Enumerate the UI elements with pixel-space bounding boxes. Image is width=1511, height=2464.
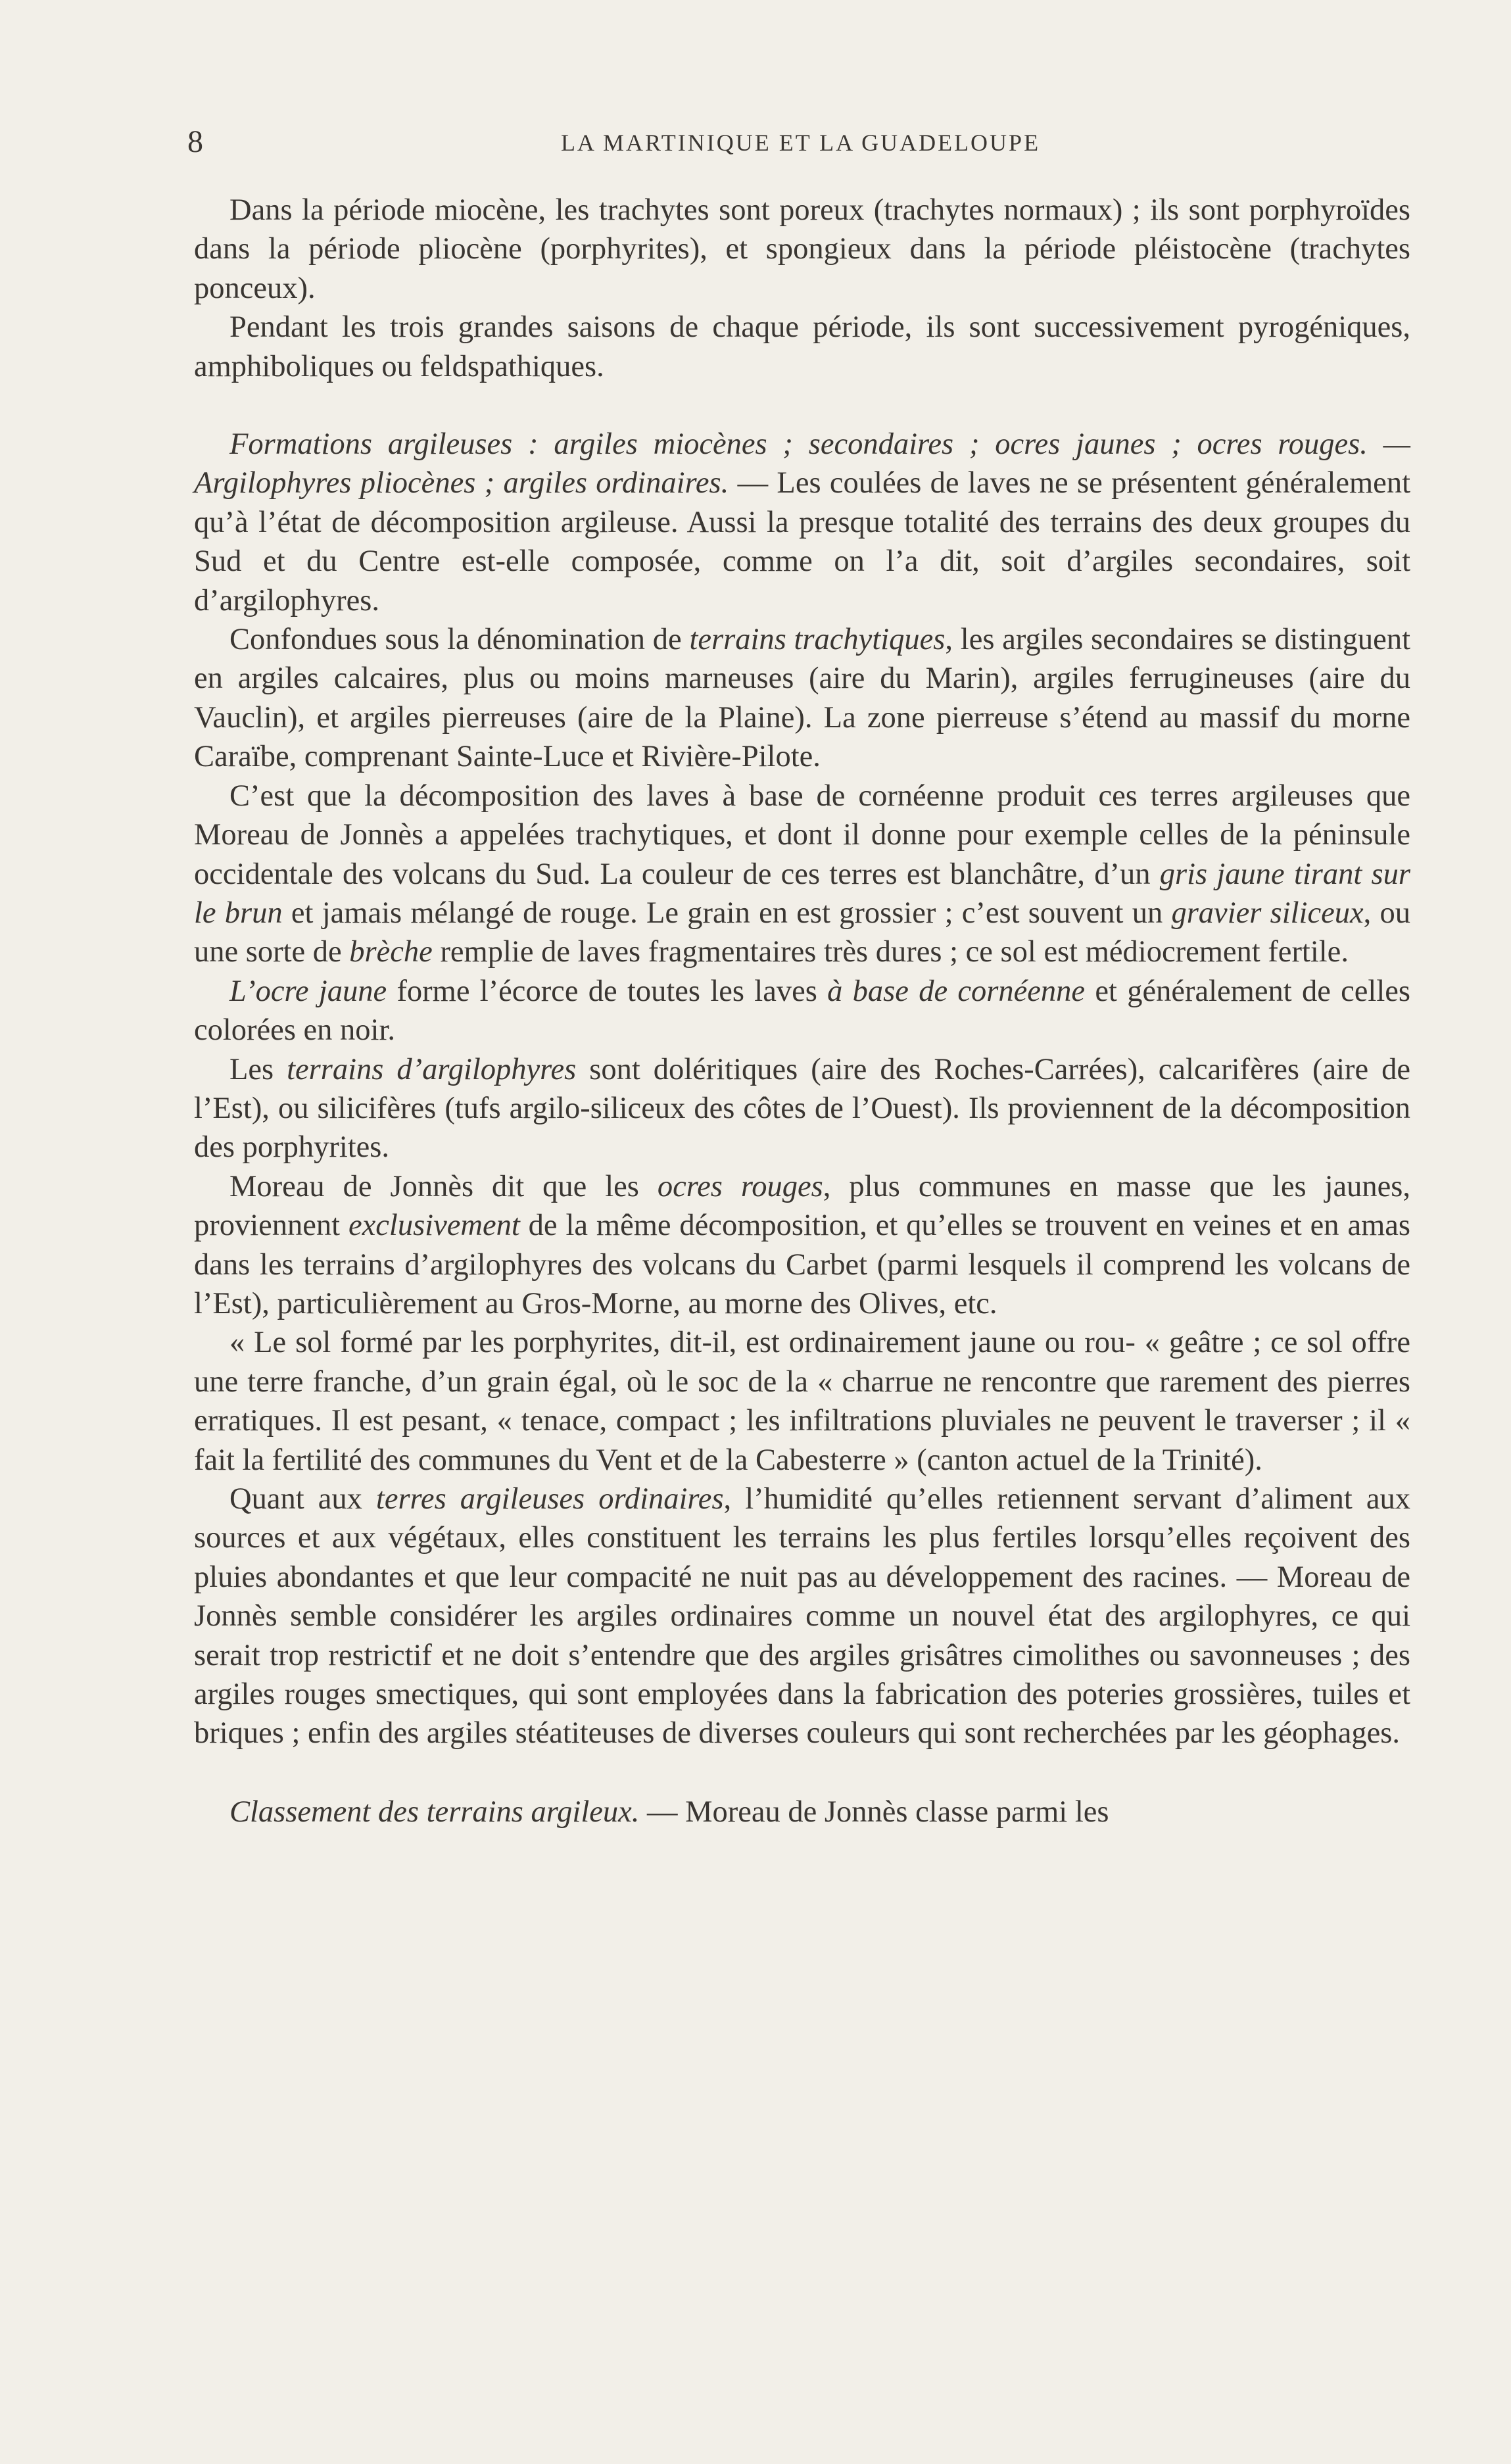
page-number: 8 — [187, 124, 203, 159]
paragraph-decomposition: C’est que la décomposition des laves à base de cornéenne produit ces terres argileuses que Moreau de Jonnès a appelées trachytiques, et dont il donne pour exemple celles de la péninsule occidentale des volcans du Sud. La couleur de ces terres est blanchâtre, d’un gris jaune tirant sur le brun et jamais mélangé de rouge. Le grain en est grossier ; c’est souvent un gravier siliceux, ou une sorte de brèche remplie de laves fragmentaires très dures ; ce sol est médiocrement fertile. — [194, 779, 1410, 969]
paragraph-trachytes: Dans la période miocène, les trachytes sont poreux (trachytes normaux) ; ils sont porphyroïdes dans la période pliocène (porphyrites), et spongieux dans la période pléistocène (trachytes ponceux). — [194, 193, 1410, 305]
section-heading-classement: Classement des terrains argileux. — [229, 1795, 640, 1829]
running-title: LA MARTINIQUE ET LA GUADELOUPE — [560, 130, 1041, 156]
section-heading-formations: Formations argileuses : argiles miocènes ; secondaires ; ocres jaunes ; ocres rouges. — Argilophyres pliocènes ; argiles ordinaires. — [194, 427, 1410, 500]
paragraph-quotation: « Le sol formé par les porphyrites, dit-il, est ordinairement jaune ou rou- « geâtre ; ce sol offre une terre franche, d’un grain égal, où le soc de la « charrue ne rencontre que rarement des pierres erratiques. Il est pesant, « tenace, compact ; les infiltrations pluviales ne peuvent le traverser ; il « fait la fertilité des communes du Vent et de la Cabesterre » (canton actuel de la Trinité). — [194, 1326, 1410, 1477]
paragraph-argilophyres: Les terrains d’argilophyres sont doléritiques (aire des Roches-Carrées), calcarifères (aire de l’Est), ou silicifères (tufs argilo-siliceux des côtes de l’Ouest). Ils proviennent de la décomposition des porphyrites. — [194, 1052, 1410, 1165]
paragraph-ocres-rouges: Moreau de Jonnès dit que les ocres rouges, plus communes en masse que les jaunes, proviennent exclusivement de la même décomposition, et qu’elles se trouvent en veines et en amas dans les terrains d’argilophyres des volcans du Carbet (parmi lesquels il comprend les volcans de l’Est), particulièrement au Gros-Morne, au morne des Olives, etc. — [194, 1169, 1410, 1320]
paragraph-terres-ordinaires: Quant aux terres argileuses ordinaires, l’humidité qu’elles retiennent servant d’aliment aux sources et aux végétaux, elles constituent les terrains les plus fertiles lorsqu’elles reçoivent des pluies abondantes et que leur compacité ne nuit pas au développement des racines. — Moreau de Jonnès semble considérer les argiles ordinaires comme un nouvel état des argilophyres, ce qui serait trop restrictif et ne doit s’entendre que des argiles grisâtres cimolithes ou savonneuses ; des argiles rouges smectiques, qui sont employées dans la fabrication des poteries grossières, tuiles et briques ; enfin des argiles stéatiteuses de diverses couleurs qui sont recherchées par les géophages. — [194, 1482, 1410, 1751]
page-header — [187, 124, 1414, 157]
paragraph-confondues: Confondues sous la dénomination de terrains trachytiques, les argiles secondaires se distinguent en argiles calcaires, plus ou moins marneuses (aire du Marin), argiles ferrugineuses (aire du Vauclin), et argiles pierreuses (aire de la Plaine). La zone pierreuse s’étend au massif du morne Caraïbe, comprenant Sainte-Luce et Rivière-Pilote. — [194, 623, 1410, 774]
paragraph-ocre-jaune: L’ocre jaune forme l’écorce de toutes les laves à base de cornéenne et généralement de celles colorées en noir. — [194, 974, 1410, 1048]
body-text — [194, 191, 1410, 1831]
paragraph-formations: Formations argileuses : argiles miocènes ; secondaires ; ocres jaunes ; ocres rouges. — Argilophyres pliocènes ; argiles ordinaires. — Les coulées de laves ne se présentent généralement qu’à l’état de décomposition argileuse. Aussi la presque totalité des terrains des deux groupes du Sud et du Centre est-elle composée, comme on l’a dit, soit d’argiles secondaires, soit d’argilophyres. — [194, 427, 1410, 617]
paragraph-classement: Classement des terrains argileux. — Moreau de Jonnès classe parmi les — [229, 1795, 1109, 1829]
paragraph-seasons: Pendant les trois grandes saisons de chaque période, ils sont successivement pyrogéniques, amphiboliques ou feldspathiques. — [194, 310, 1410, 383]
